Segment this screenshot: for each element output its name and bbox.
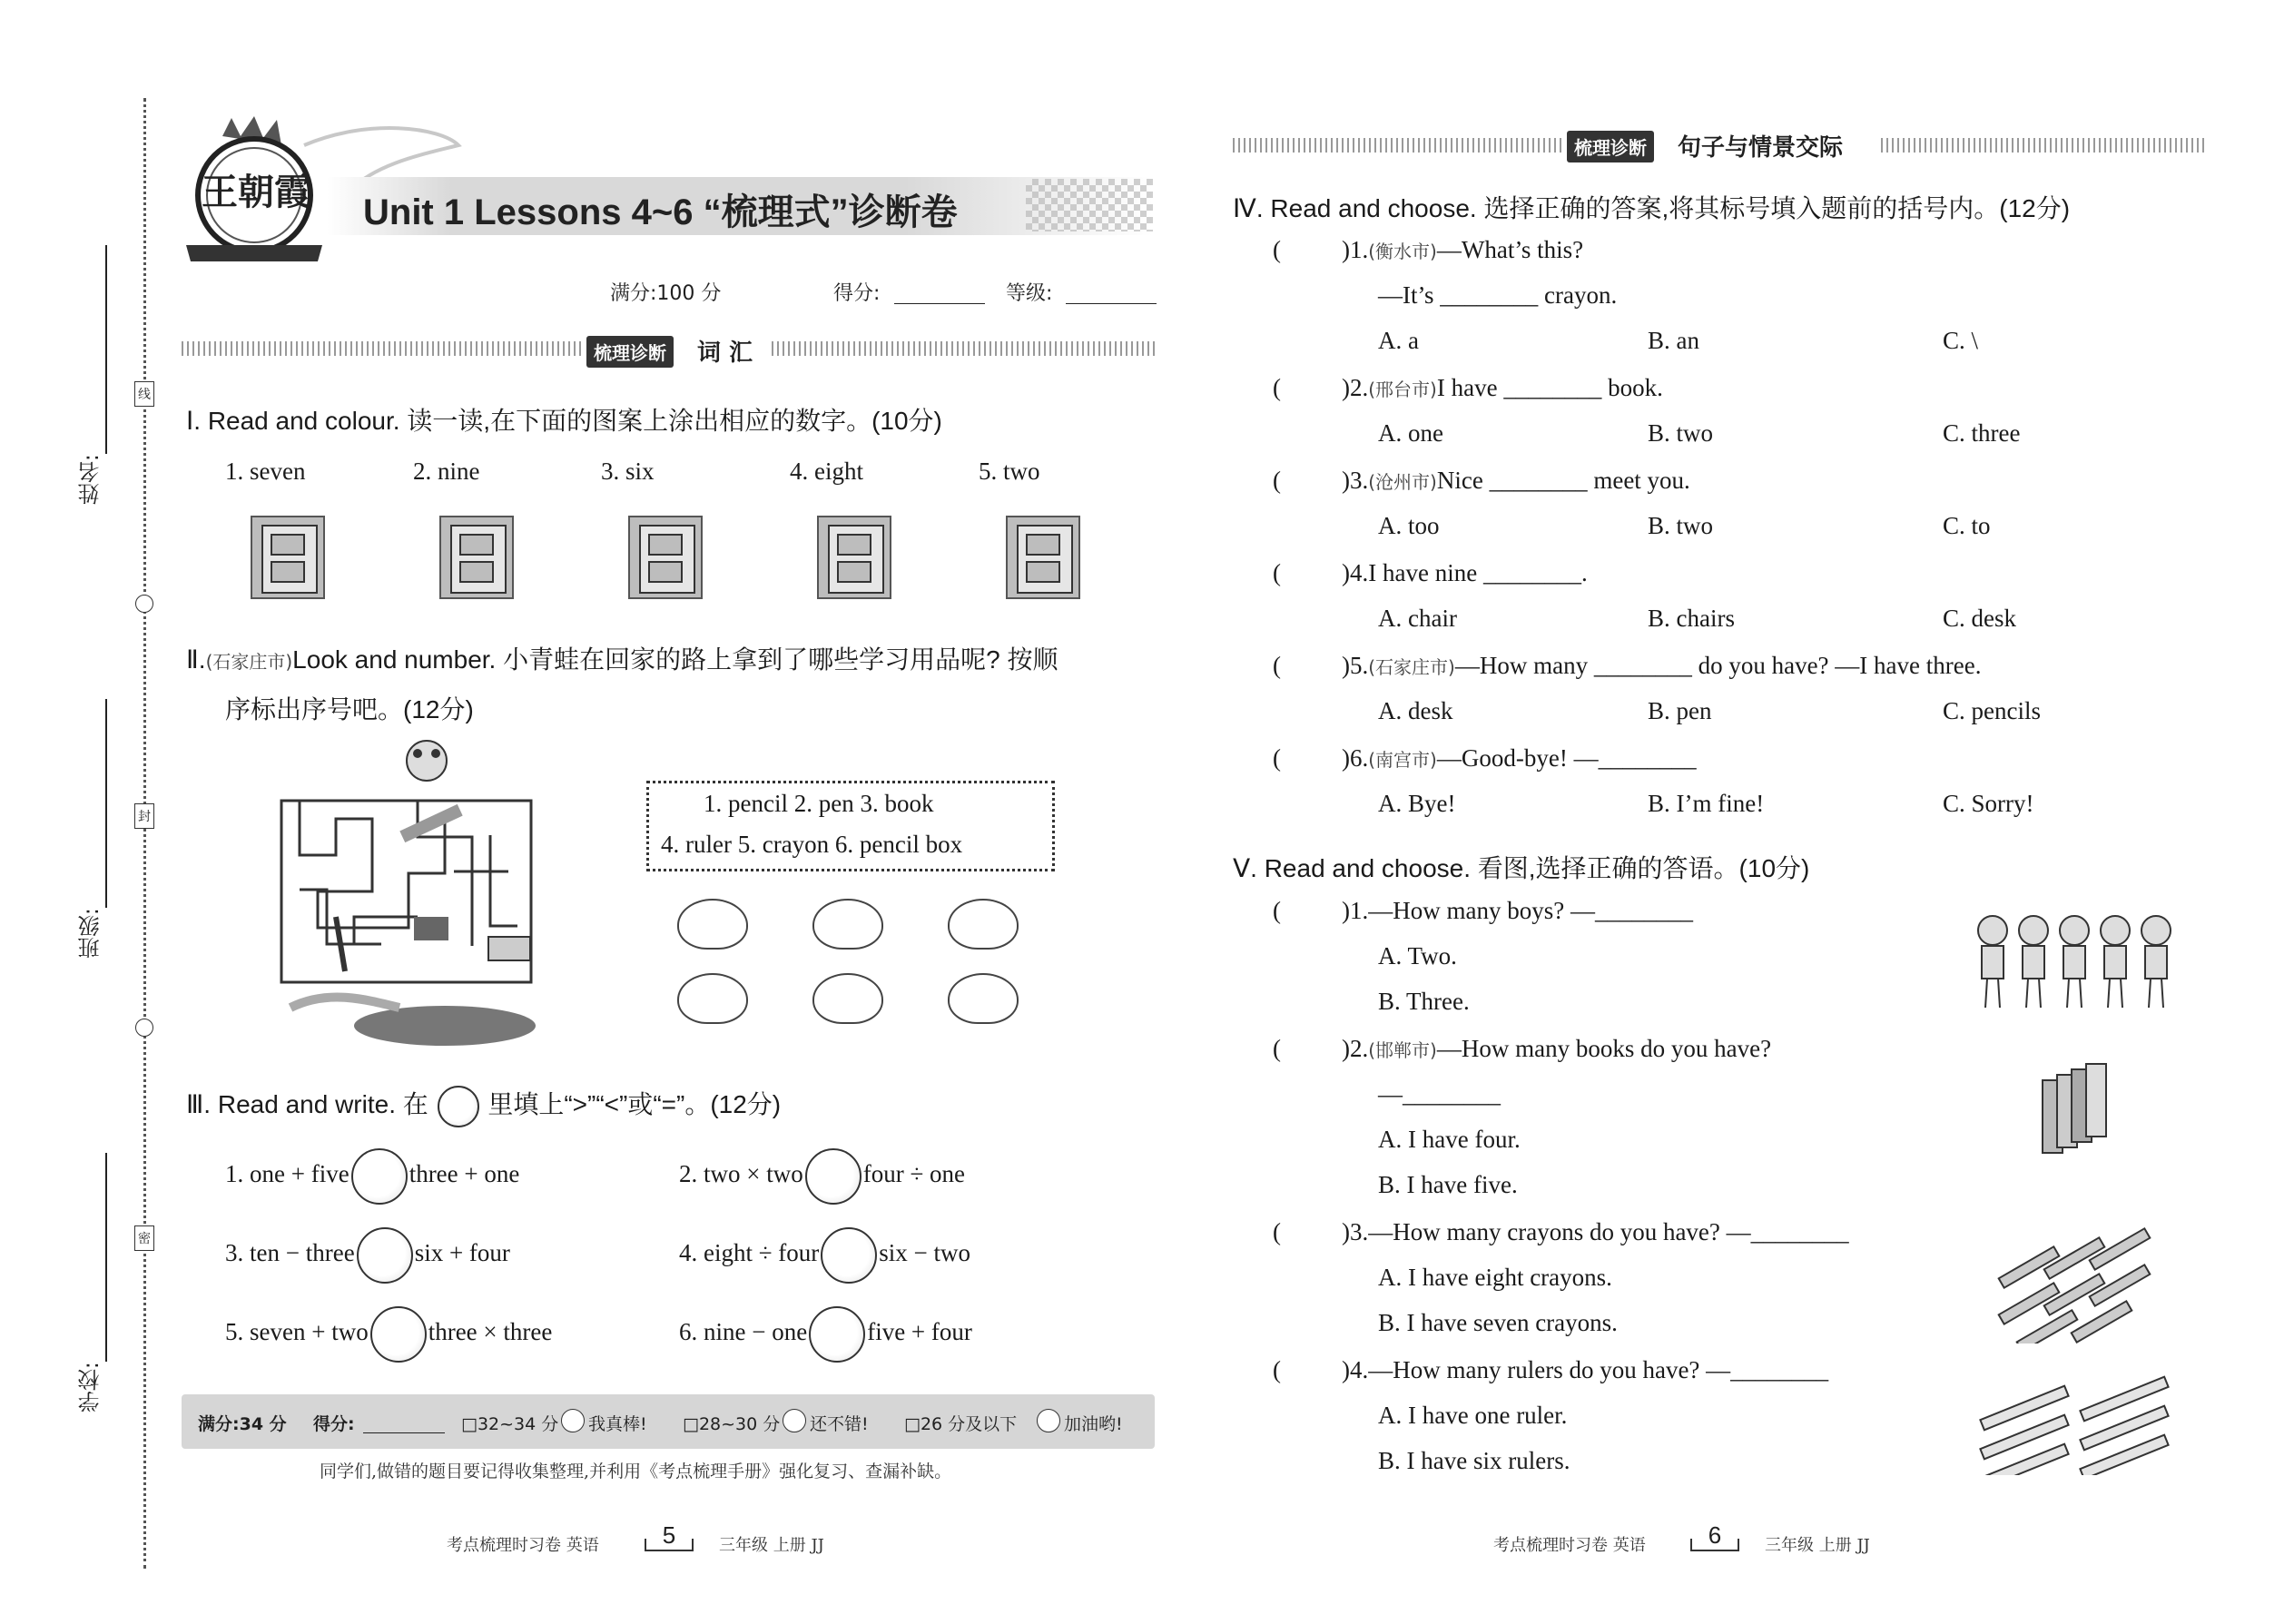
expr-right: three + one — [409, 1160, 520, 1188]
q4-item-stem — [1342, 467, 1690, 495]
score-label: 得分: — [833, 282, 881, 305]
item-city: (沧州市) — [1368, 471, 1437, 493]
answer-bracket[interactable]: ( — [1273, 236, 1281, 263]
item-city: (衡水市) — [1368, 241, 1437, 262]
answer-bracket[interactable]: ( — [1273, 374, 1281, 401]
expr-left: 3. ten − three — [225, 1239, 355, 1267]
option-a[interactable]: A. too — [1378, 512, 1440, 539]
item-stem-text: —How many crayons do you have? —________ — [1368, 1218, 1849, 1245]
q1-item: 4. eight — [790, 458, 863, 485]
answer-bracket[interactable]: ( — [1273, 744, 1281, 772]
binding-hole-mark — [135, 595, 153, 613]
q1-heading: Ⅰ. Read and colour. 读一读,在下面的图案上涂出相应的数字。(10分) — [186, 407, 942, 435]
expr-right: six − two — [879, 1239, 971, 1267]
expr-left: 4. eight ÷ four — [679, 1239, 820, 1267]
compare-row — [225, 1306, 552, 1363]
compare-circle[interactable] — [370, 1306, 427, 1363]
q2-heading-line2: 序标出序号吧。(12分) — [225, 695, 474, 723]
q3-heading-b: 里填上“>”“<”或“=”。(12分) — [487, 1090, 782, 1118]
score-field[interactable] — [894, 303, 985, 304]
option-a[interactable]: A. Bye! — [1378, 790, 1456, 817]
answer-cloud[interactable] — [677, 899, 748, 950]
q3-heading-a: Ⅲ. Read and write. 在 — [186, 1090, 428, 1118]
q4-item-stem — [1342, 236, 1583, 264]
score-option-note: 加油哟! — [1064, 1414, 1123, 1434]
colour-figure[interactable] — [817, 516, 891, 599]
option-a[interactable]: A. I have four. — [1378, 1126, 1521, 1153]
expr-left: 2. two × two — [679, 1160, 803, 1188]
section-divider — [1881, 138, 2206, 153]
answer-cloud[interactable] — [948, 899, 1019, 950]
option-b[interactable]: B. Three. — [1378, 988, 1470, 1015]
colour-figure[interactable] — [628, 516, 703, 599]
cheer-icon — [1037, 1409, 1060, 1432]
item-city: (邢台市) — [1368, 379, 1437, 400]
item-number: )6. — [1342, 744, 1369, 772]
section-divider — [182, 341, 581, 356]
item-stem-text: —How many boys? —________ — [1368, 897, 1693, 924]
page-number: 6 — [1690, 1521, 1739, 1551]
answer-bracket[interactable]: ( — [1273, 1218, 1281, 1245]
compare-row — [679, 1148, 965, 1205]
binding-dotted-line — [143, 98, 146, 1569]
q5-item-stem — [1342, 1218, 1849, 1246]
item-city: (南宫市) — [1368, 749, 1437, 771]
compare-row — [225, 1227, 510, 1284]
q1-item: 3. six — [601, 458, 655, 485]
q1-item: 5. two — [979, 458, 1040, 485]
option-a[interactable]: A. a — [1378, 327, 1419, 354]
footer-grade: 三年级 上册 JJ — [1765, 1536, 1870, 1555]
footer-book-title: 考点梳理时习卷 英语 — [447, 1536, 599, 1555]
answer-cloud[interactable] — [812, 973, 883, 1024]
full-score-label: 满分:100 分 — [610, 282, 722, 305]
answer-bracket[interactable]: ( — [1273, 897, 1281, 924]
option-b[interactable]: B. an — [1648, 327, 1699, 354]
expr-left: 6. nine − one — [679, 1318, 808, 1346]
expr-right: six + four — [414, 1239, 510, 1267]
item-stem-text: —What’s this? — [1436, 236, 1584, 263]
name-label: 姓名: — [78, 454, 103, 506]
colour-figure[interactable] — [1006, 516, 1080, 599]
q4-heading: Ⅳ. Read and choose. 选择正确的答案,将其标号填入题前的括号内。(12分) — [1233, 194, 2071, 222]
option-a[interactable]: A. desk — [1378, 697, 1453, 724]
answer-bracket[interactable]: ( — [1273, 652, 1281, 679]
option-b[interactable]: B. two — [1648, 512, 1714, 539]
grade-field[interactable] — [1066, 303, 1157, 304]
option-c[interactable]: C. to — [1943, 512, 1991, 539]
q3-heading — [186, 1085, 781, 1127]
item-stem-text: Nice ________ meet you. — [1436, 467, 1690, 494]
q5-item-stem — [1342, 897, 1693, 925]
section-score-field[interactable] — [363, 1432, 445, 1433]
answer-bracket[interactable]: ( — [1273, 467, 1281, 494]
maze-illustration — [272, 735, 590, 1053]
answer-bracket[interactable]: ( — [1273, 1356, 1281, 1383]
answer-bracket[interactable]: ( — [1273, 1035, 1281, 1062]
section-title: 词 汇 — [697, 340, 753, 367]
compare-circle[interactable] — [809, 1306, 865, 1363]
word-box-row: 4. ruler 5. crayon 6. pencil box — [661, 831, 963, 858]
class-blank-line[interactable] — [105, 699, 107, 908]
option-b[interactable]: B. I have seven crayons. — [1378, 1309, 1618, 1336]
option-c[interactable]: C. \ — [1943, 327, 1979, 354]
review-note: 同学们,做错的题目要记得收集整理,并利用《考点梳理手册》强化复习、查漏补缺。 — [320, 1462, 952, 1481]
answer-cloud[interactable] — [812, 899, 883, 950]
item-number: )1. — [1342, 236, 1369, 263]
option-b[interactable]: B. pen — [1648, 697, 1712, 724]
score-option[interactable]: □28~30 分 — [683, 1414, 781, 1434]
item-number: )3. — [1342, 1218, 1369, 1245]
q4-item-stem — [1342, 652, 1981, 680]
item-stem-text: I have nine ________. — [1368, 559, 1588, 586]
expr-right: four ÷ one — [862, 1160, 966, 1188]
q2-city: (石家庄市) — [205, 651, 293, 673]
books-illustration — [2033, 1062, 2124, 1162]
section-tag: 梳理诊断 — [1567, 131, 1654, 162]
compare-row — [225, 1148, 519, 1205]
q4-item-stem — [1342, 374, 1663, 402]
seal-mark-line: 线 — [134, 381, 154, 407]
option-c[interactable]: C. pencils — [1943, 697, 2041, 724]
option-a[interactable]: A. chair — [1378, 605, 1457, 632]
expr-right: three × three — [428, 1318, 553, 1346]
title-pattern — [1026, 179, 1153, 231]
children-illustration — [1965, 908, 2183, 1017]
compare-row — [679, 1306, 972, 1363]
smile-icon — [783, 1409, 806, 1432]
expr-right: five + four — [867, 1318, 972, 1346]
seal-mark-seal: 封 — [134, 803, 154, 829]
section-full-score: 满分:34 分 — [198, 1414, 287, 1434]
page-number: 5 — [645, 1521, 694, 1551]
score-option[interactable]: □32~34 分 — [461, 1414, 559, 1434]
item-stem-text: —How many rulers do you have? —________ — [1368, 1356, 1829, 1383]
item-stem-text: —How many ________ do you have? —I have three. — [1454, 652, 1982, 679]
option-a[interactable]: A. I have eight crayons. — [1378, 1264, 1612, 1291]
item-stem-text: —How many books do you have? — [1436, 1035, 1772, 1062]
footer-grade: 三年级 上册 JJ — [719, 1536, 824, 1555]
option-b[interactable]: B. I’m fine! — [1648, 790, 1765, 817]
compare-circle[interactable] — [351, 1148, 408, 1205]
q5-item-stem — [1342, 1356, 1828, 1384]
item-stem-text: I have ________ book. — [1436, 374, 1663, 401]
crayons-illustration — [1988, 1225, 2170, 1343]
q5-heading: Ⅴ. Read and choose. 看图,选择正确的答语。(10分) — [1233, 854, 1810, 882]
brand-logo-text: 王朝霞 — [202, 172, 310, 213]
name-blank-line[interactable] — [105, 245, 107, 454]
page-title: Unit 1 Lessons 4~6 “梳理式”诊断卷 — [363, 192, 958, 232]
option-a[interactable]: A. one — [1378, 419, 1443, 447]
expr-left: 1. one + five — [225, 1160, 350, 1188]
q5-item-stem — [1342, 1035, 1771, 1063]
item-number: )1. — [1342, 897, 1369, 924]
colour-figure[interactable] — [251, 516, 325, 599]
option-b[interactable]: B. I have six rulers. — [1378, 1447, 1570, 1474]
rulers-illustration — [1970, 1366, 2179, 1475]
class-label: 班级: — [78, 908, 103, 960]
expr-left: 5. seven + two — [225, 1318, 369, 1346]
binding-hole-mark — [135, 1019, 153, 1037]
q1-item: 1. seven — [225, 458, 306, 485]
item-number: )2. — [1342, 1035, 1369, 1062]
q1-item: 2. nine — [413, 458, 480, 485]
compare-circle[interactable] — [805, 1148, 861, 1205]
q2-number: Ⅱ. — [186, 645, 206, 674]
score-option-note: 还不错! — [810, 1414, 869, 1434]
compare-circle[interactable] — [357, 1227, 413, 1284]
score-option-note: 我真棒! — [588, 1414, 647, 1434]
q4-item-stem-line2: —It’s ________ crayon. — [1378, 281, 1618, 309]
school-label: 学校: — [78, 1362, 103, 1413]
q4-item-stem — [1342, 744, 1697, 773]
option-b[interactable]: B. chairs — [1648, 605, 1735, 632]
item-number: )2. — [1342, 374, 1369, 401]
school-blank-line[interactable] — [105, 1153, 107, 1362]
option-c[interactable]: C. three — [1943, 419, 2021, 447]
q2-heading-text: Look and number. 小青蛙在回家的路上拿到了哪些学习用品呢? 按顺 — [292, 645, 1058, 674]
option-a[interactable]: A. I have one ruler. — [1378, 1402, 1568, 1429]
section-divider — [772, 341, 1155, 356]
q5-item-stem-line2: —________ — [1378, 1080, 1501, 1107]
compare-circle[interactable] — [821, 1227, 877, 1284]
item-city: (邯郸市) — [1368, 1039, 1437, 1061]
seal-mark-secret: 密 — [134, 1225, 154, 1251]
grade-label: 等级: — [1006, 282, 1053, 305]
option-c[interactable]: C. Sorry! — [1943, 790, 2034, 817]
score-option[interactable]: □26 分及以下 — [904, 1414, 1018, 1434]
item-stem-text: —Good-bye! —________ — [1436, 744, 1697, 772]
footer-book-title: 考点梳理时习卷 英语 — [1493, 1536, 1646, 1555]
answer-bracket[interactable]: ( — [1273, 559, 1281, 586]
section-score-label: 得分: — [313, 1414, 355, 1434]
section-tag: 梳理诊断 — [586, 336, 674, 368]
q2-heading — [186, 640, 1058, 676]
item-number: )3. — [1342, 467, 1369, 494]
circle-symbol-icon — [438, 1086, 479, 1127]
compare-row — [679, 1227, 970, 1284]
answer-cloud[interactable] — [948, 973, 1019, 1024]
option-b[interactable]: B. two — [1648, 419, 1714, 447]
section-title: 句子与情景交际 — [1678, 134, 1844, 162]
item-number: )4. — [1342, 559, 1369, 586]
option-a[interactable]: A. Two. — [1378, 942, 1457, 969]
option-b[interactable]: B. I have five. — [1378, 1171, 1518, 1198]
answer-cloud[interactable] — [677, 973, 748, 1024]
option-c[interactable]: C. desk — [1943, 605, 2016, 632]
item-number: )5. — [1342, 652, 1369, 679]
colour-figure[interactable] — [439, 516, 514, 599]
word-box-row: 1. pencil 2. pen 3. book — [704, 790, 934, 817]
section-divider — [1233, 138, 1561, 153]
item-number: )4. — [1342, 1356, 1369, 1383]
item-city: (石家庄市) — [1368, 656, 1455, 678]
q4-item-stem — [1342, 559, 1588, 587]
smile-icon — [561, 1409, 585, 1432]
